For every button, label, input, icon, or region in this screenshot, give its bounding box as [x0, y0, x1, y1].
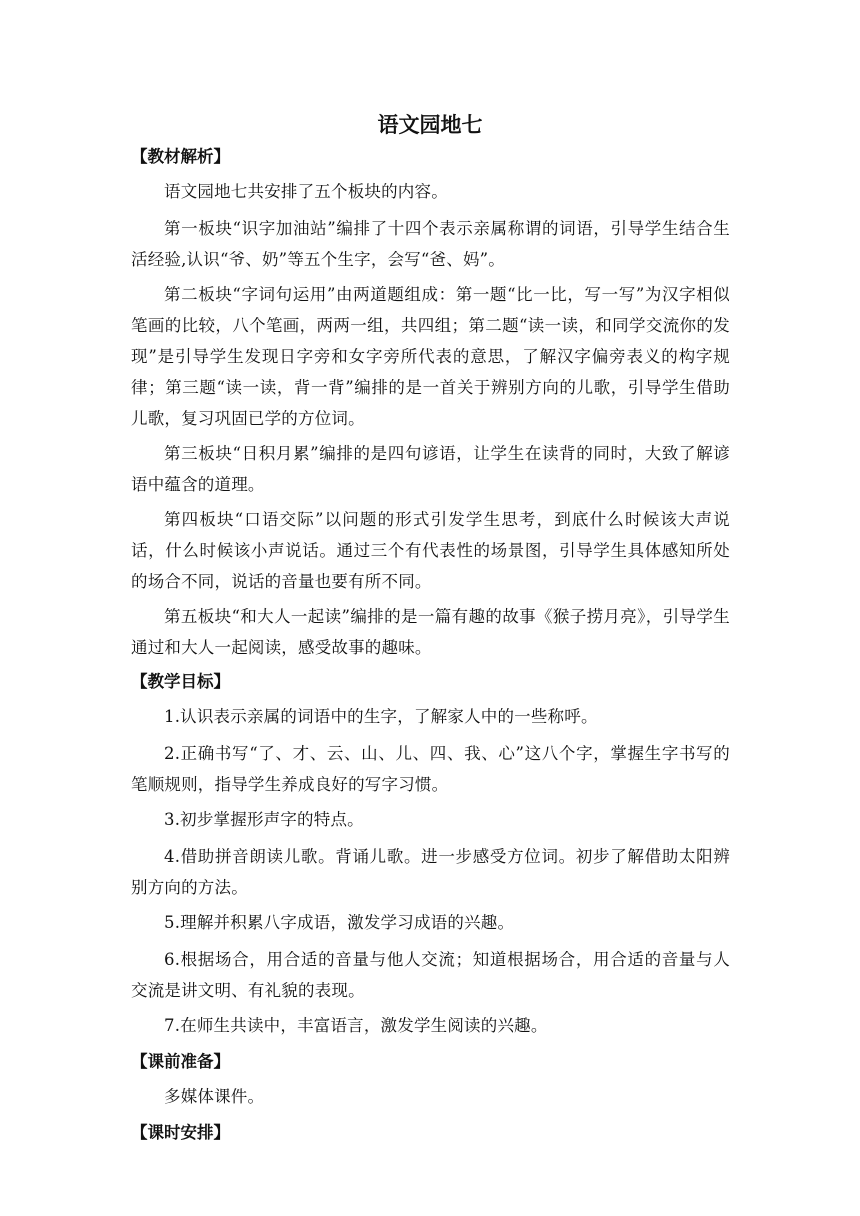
goal-item: 6.根据场合，用合适的音量与他人交流；知道根据场合，用合适的音量与人交流是讲文明、有礼貌的表现。 — [131, 950, 730, 1000]
analysis-paragraph: 第二板块“字词句运用”由两道题组成：第一题“比一比，写一写”为汉字相似笔画的比较，八个笔画，两两一组，共四组；第二题“读一读，和同学交流你的发现”是引导学生发现日字旁和女字旁所代表的意思，了解汉字偏旁表义的构字规律；第三题“读一读，背一背”编排的是一首关于辨别方向的儿歌，引导学生借助儿歌，复习巩固已学的方位词。 — [131, 285, 730, 428]
analysis-paragraph: 第四板块“口语交际”以问题的形式引发学生思考，到底什么时候该大声说话，什么时候该小声说话。通过三个有代表性的场景图，引导学生具体感知所处的场合不同，说话的音量也要有所不同。 — [131, 510, 730, 591]
section-heading-analysis: 【教材解析】 — [131, 147, 230, 166]
goal-item: 1.认识表示亲属的词语中的生字，了解家人中的一些称呼。 — [164, 707, 598, 726]
section-heading-goals: 【教学目标】 — [131, 672, 230, 691]
goal-item: 7.在师生共读中，丰富语言，激发学生阅读的兴趣。 — [164, 1016, 548, 1035]
analysis-paragraph: 第一板块“识字加油站”编排了十四个表示亲属称谓的词语，引导学生结合生活经验,认识“爷、奶”等五个生字，会写“爸、妈”。 — [131, 219, 730, 269]
document-body — [131, 142, 730, 1152]
section-heading-schedule: 【课时安排】 — [131, 1123, 230, 1142]
document-title: 语文园地七 — [377, 113, 483, 137]
goal-item: 5.理解并积累八字成语，激发学习成语的兴趣。 — [164, 913, 515, 932]
analysis-paragraph: 第五板块“和大人一起读”编排的是一篇有趣的故事《猴子捞月亮》，引导学生通过和大人一起阅读，感受故事的趣味。 — [131, 607, 730, 657]
goal-item: 3.初步掌握形声字的特点。 — [164, 810, 364, 829]
analysis-paragraph: 语文园地七共安排了五个板块的内容。 — [164, 182, 448, 201]
section-heading-prep: 【课前准备】 — [131, 1052, 230, 1071]
analysis-paragraph: 第三板块“日积月累”编排的是四句谚语，让学生在读背的同时，大致了解谚语中蕴含的道理。 — [131, 444, 730, 494]
goal-item: 4.借助拼音朗读儿歌。背诵儿歌。进一步感受方位词。初步了解借助太阳辨别方向的方法。 — [131, 847, 730, 897]
goal-item: 2.正确书写“了、才、云、山、儿、四、我、心”这八个字，掌握生字书写的笔顺规则，指导学生养成良好的写字习惯。 — [131, 744, 730, 794]
prep-paragraph: 多媒体课件。 — [164, 1087, 265, 1106]
